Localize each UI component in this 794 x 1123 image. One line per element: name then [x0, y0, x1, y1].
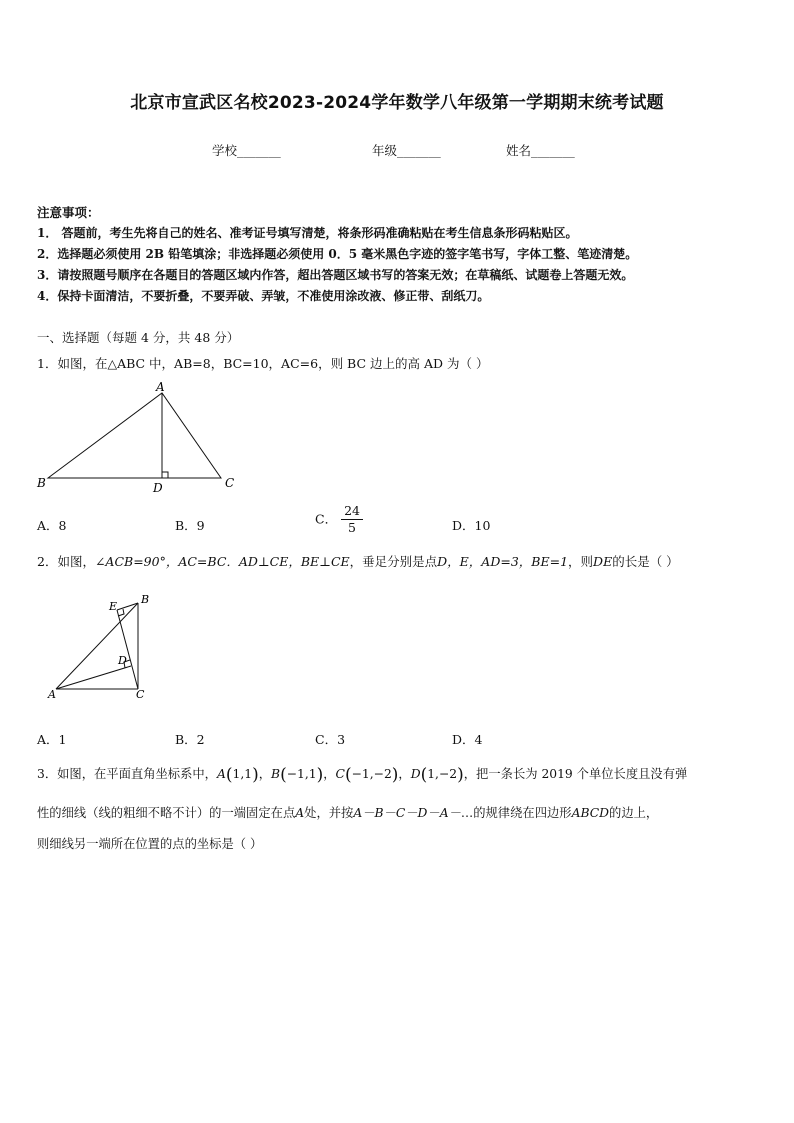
q3-math: A－B－C－D－A－	[353, 806, 461, 820]
q3-text-part: 处，并按	[304, 806, 354, 820]
point-coord: −1,1	[286, 767, 317, 781]
separator: ，	[398, 767, 411, 781]
q2-option-b[interactable]: B．2	[175, 732, 205, 747]
point-name: C	[335, 767, 345, 781]
fraction-numerator: 24	[341, 503, 363, 520]
paren-icon: (	[420, 765, 428, 785]
school-field[interactable]: 学校_______	[212, 143, 281, 158]
point-coord: 1,1	[232, 767, 253, 781]
q3-text-part: 的边上，	[609, 806, 659, 820]
q3-math: A	[295, 806, 305, 820]
label-b: B	[141, 593, 150, 606]
note-item: 2．选择题必须使用 2B 铅笔填涂；非选择题必须使用 0．5 毫米黑色字迹的签字笔书写，字体工整、笔迹清楚。	[37, 247, 638, 261]
triangle-abc	[48, 393, 221, 478]
page-title: 北京市宣武区名校2023-2024学年数学八年级第一学期期末统考试题	[130, 93, 664, 113]
q2-option-d[interactable]: D．4	[452, 732, 483, 747]
q2-math: DE	[593, 554, 613, 569]
point-name: A	[216, 767, 226, 781]
note-item: 4．保持卡面清洁，不要折叠，不要弄破、弄皱，不准使用涂改液、修正带、刮纸刀。	[37, 289, 490, 303]
label-a: A	[48, 688, 56, 701]
fraction-denominator: 5	[348, 520, 356, 536]
segment-ce	[117, 610, 138, 689]
label-d: D	[118, 654, 127, 667]
paren-icon: )	[252, 765, 259, 785]
note-item: 1． 答题前，考生先将自己的姓名、准考证号填写清楚，将条形码准确粘贴在考生信息条形码粘贴区。	[37, 226, 578, 240]
label-e: E	[109, 600, 118, 613]
point-coord: 1,−2	[427, 767, 458, 781]
q2-text-part: ，则	[568, 554, 594, 569]
q3-text-part: …的规律绕在四边形	[460, 806, 572, 820]
question-3-line-3: 则细线另一端所在位置的点的坐标是（ ）	[37, 837, 263, 851]
question-1-figure	[30, 380, 250, 500]
paren-icon: )	[316, 765, 324, 785]
fraction	[341, 503, 363, 537]
separator: ，	[258, 767, 272, 781]
notes-heading: 注意事项：	[37, 205, 100, 220]
paren-icon: )	[457, 765, 464, 785]
q1-option-b[interactable]: B．9	[175, 518, 205, 533]
label-b: B	[37, 476, 46, 490]
q2-option-a[interactable]: A．1	[37, 732, 67, 747]
q2-math: ∠ACB=90°，AC=BC．AD⊥CE，BE⊥CE	[94, 554, 350, 569]
question-2-figure	[40, 588, 170, 704]
q1-option-c-prefix: C．	[315, 511, 338, 527]
point-name: B	[271, 767, 281, 781]
label-a: A	[156, 380, 165, 394]
question-3-line-1	[37, 764, 687, 785]
separator: ，	[323, 767, 336, 781]
label-c: C	[225, 476, 235, 490]
q3-text-part: 性的细线（线的粗细不略不计）的一端固定在点	[37, 806, 296, 820]
note-item: 3．请按照题号顺序在各题目的答题区域内作答，超出答题区域书写的答案无效；在草稿纸、试题卷上答题无效。	[37, 268, 634, 282]
q2-text-part: ，垂足分别是点	[349, 554, 438, 569]
section-heading: 一、选择题（每题 4 分，共 48 分）	[37, 330, 240, 345]
name-field[interactable]: 姓名_______	[506, 143, 575, 158]
question-1-text: 1．如图，在△ABC 中，AB=8，BC=10，AC=6，则 BC 边上的高 AD 为（ ）	[37, 356, 489, 371]
q1-option-d[interactable]: D．10	[452, 518, 491, 533]
question-3-line-2	[37, 803, 658, 821]
grade-field[interactable]: 年级_______	[372, 143, 441, 158]
paren-icon: (	[280, 765, 287, 785]
question-2-text	[37, 552, 679, 570]
q1-option-c[interactable]	[315, 503, 363, 537]
q2-math: D，E，AD=3，BE=1	[437, 554, 569, 569]
right-angle-mark	[162, 472, 168, 478]
paren-icon: (	[225, 765, 233, 785]
q2-option-c[interactable]: C．3	[315, 732, 346, 747]
q2-text-part: 2．如图，	[37, 554, 95, 569]
q3-math: ABCD	[571, 806, 610, 820]
q2-text-part: 的长是（ ）	[612, 554, 679, 569]
q1-option-a[interactable]: A．8	[37, 518, 67, 533]
label-c: C	[136, 688, 145, 701]
paren-icon: )	[391, 765, 399, 785]
point-name: D	[410, 767, 421, 781]
point-coord: −1,−2	[351, 767, 392, 781]
label-d: D	[153, 481, 163, 495]
q3-text-part: 3．如图，在平面直角坐标系中，	[37, 767, 217, 781]
paren-icon: (	[344, 765, 352, 785]
right-angle-mark-e	[118, 609, 124, 616]
q3-text-part: ，把一条长为 2019 个单位长度且没有弹	[463, 767, 688, 781]
